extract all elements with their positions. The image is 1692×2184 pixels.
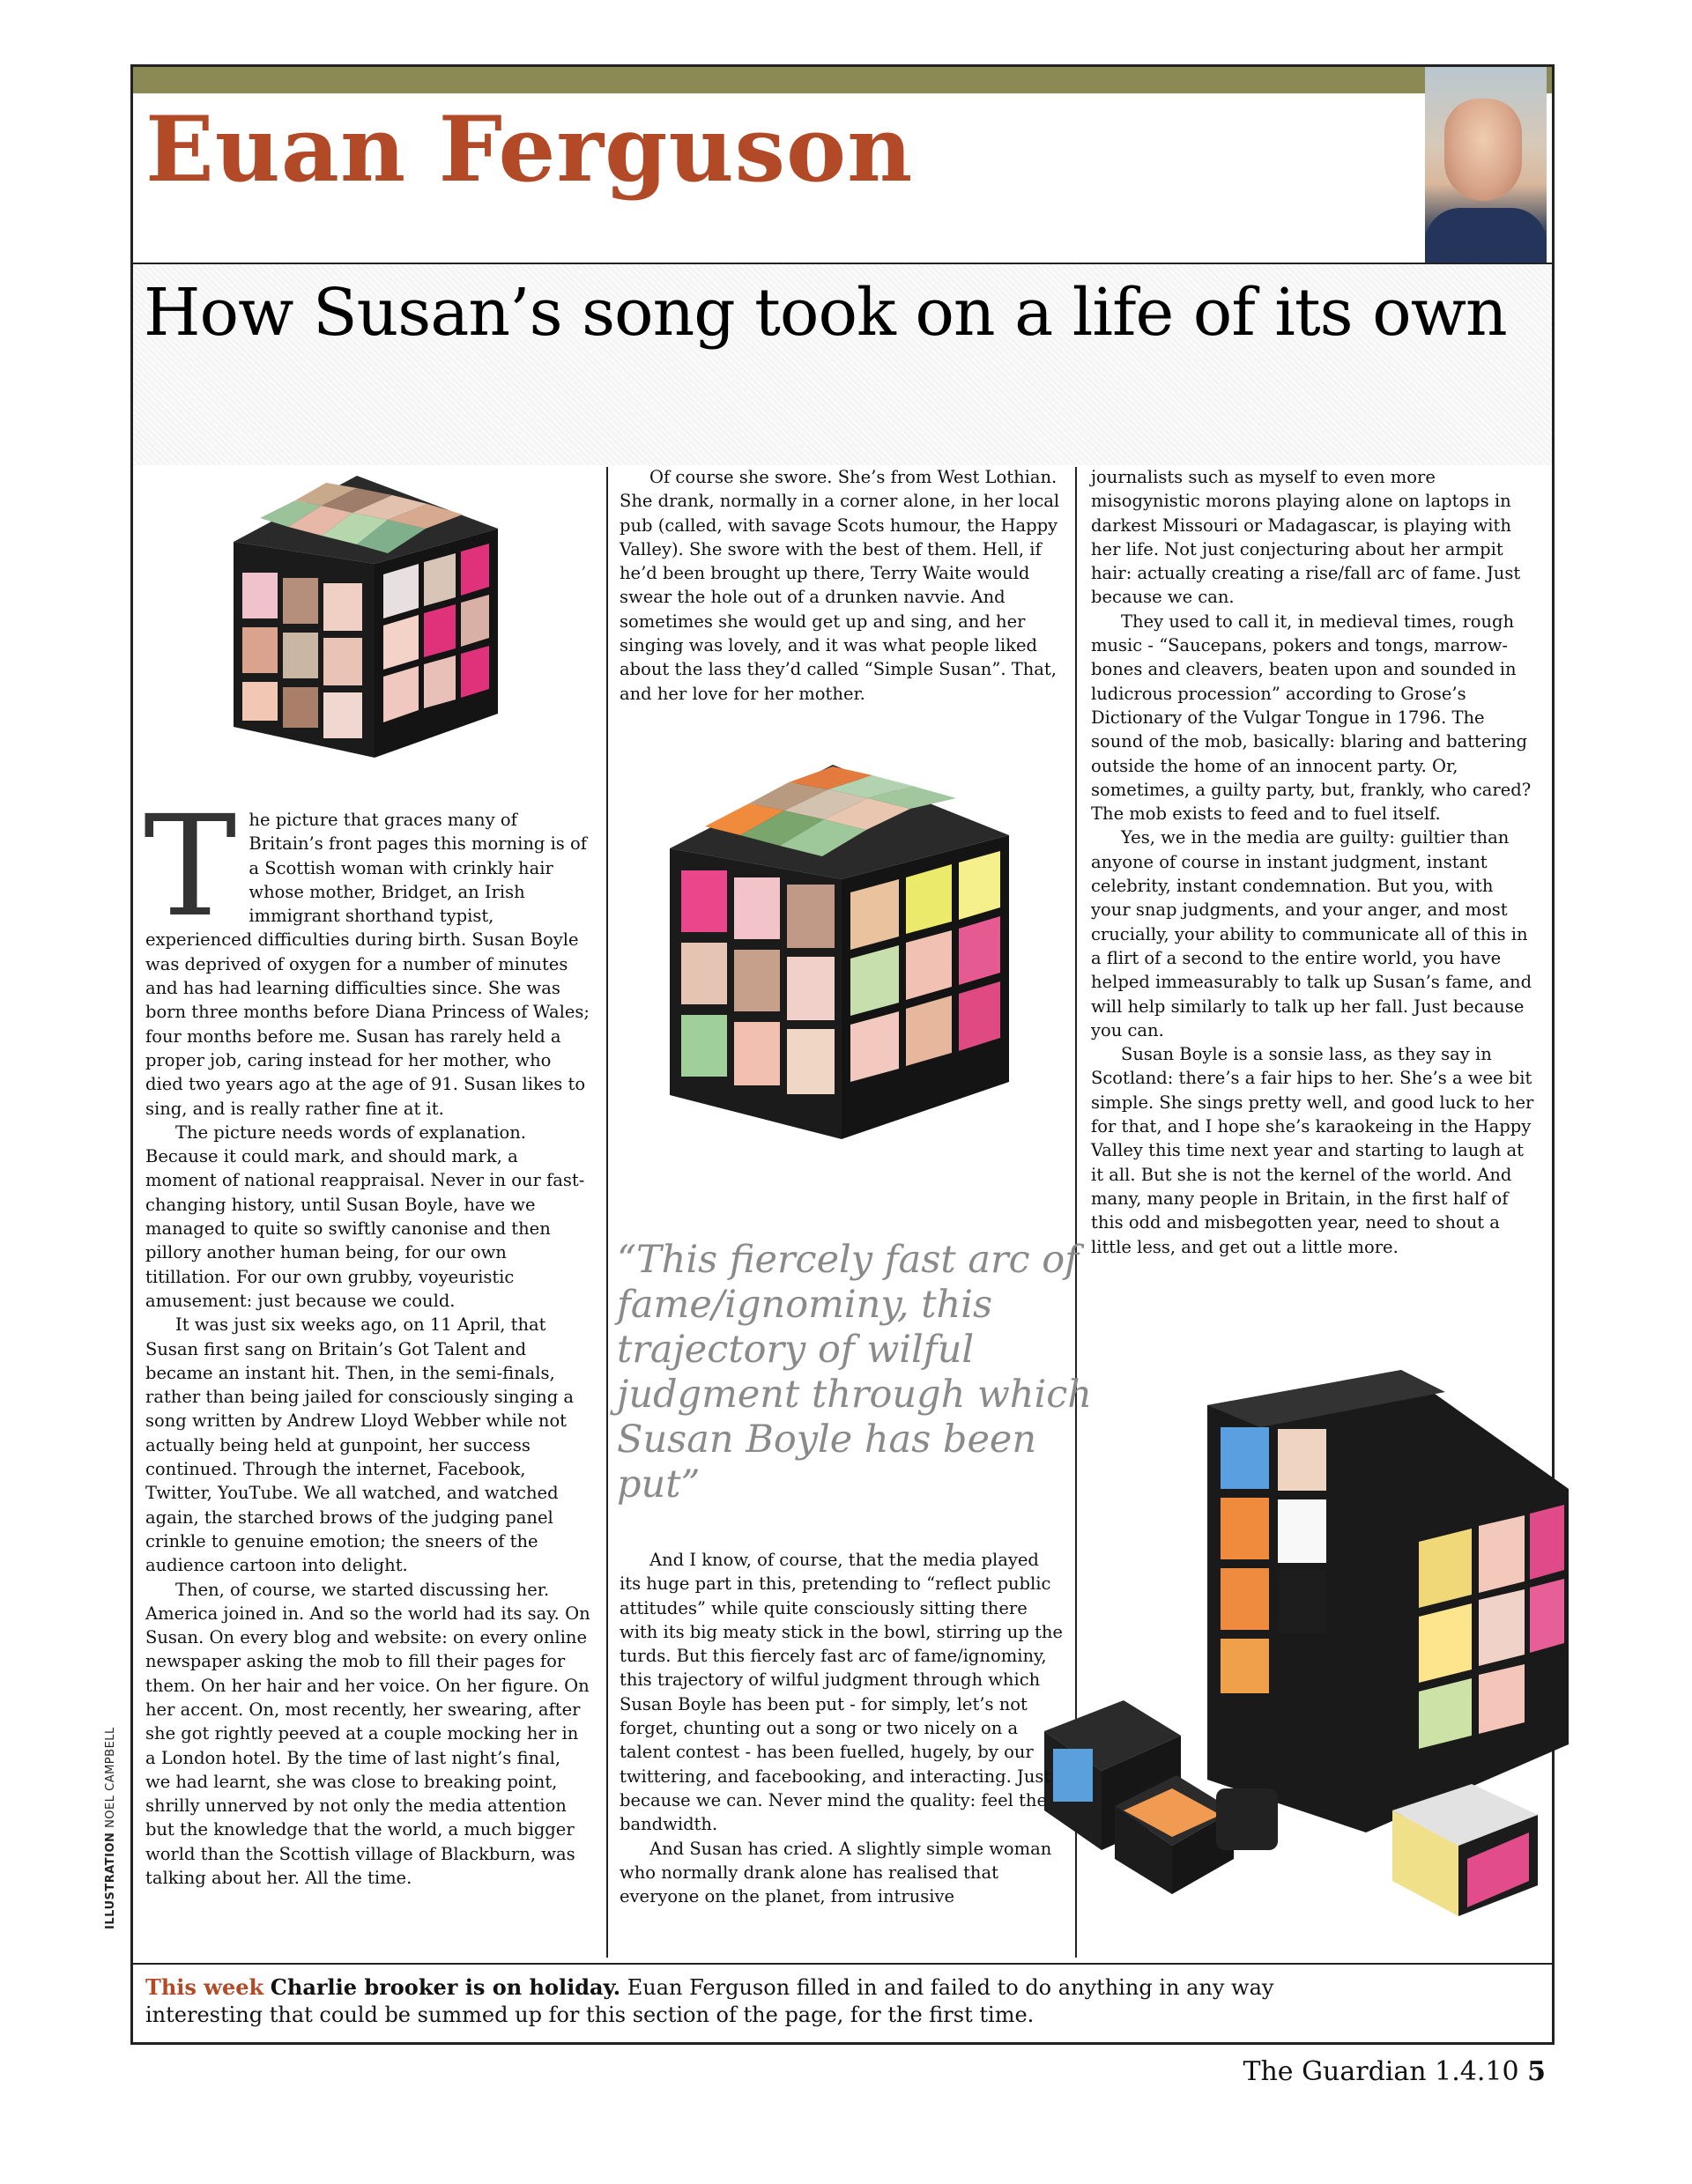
- article-paragraph: he picture that graces many of Britain’s front pages this morning is of a Scottish woman with crinkly hair whose mother, Bridget, an Irish immigrant shorthand typist, experienced difficulties during birth. Susan Boyle was deprived of oxygen for a number of minutes and has had learning difficulties since. She was born three months before Diana Princess of Wales; four months before me. Susan has rarely held a proper job, caring instead for her mother, who died two years ago at the age of 91. Susan likes to sing, and is really rather fine at it.: [145, 810, 590, 1119]
- author-shirt: [1425, 208, 1547, 263]
- filler-text: Euan Ferguson filled in and failed to do anything in any way interesting that could be summed up for this section of the page, for the first time.: [145, 1975, 1274, 2027]
- article-paragraph: The picture needs words of explanation. Because it could mark, and should mark, a moment of national reappraisal. Never in our fast-changing history, until Susan Boyle, have we managed to quite so swiftly canonise and then pillory another human being, for our own titillation. For our own grubby, voyeuristic amusement: just because we could.: [145, 1122, 585, 1311]
- publication-date: The Guardian 1.4.10: [1243, 2056, 1519, 2087]
- article-paragraph: journalists such as myself to even more misogynistic morons playing alone on laptops in darkest Missouri or Madagascar, is playing with her life. Not just conjecturing about her armpit hair: actually creating a rise/fall arc of fame. Just because we can.: [1091, 467, 1521, 608]
- article-column-2-bottom: [620, 1548, 1065, 1908]
- column-rule-1: [606, 467, 608, 1958]
- article-paragraph: Then, of course, we started discussing her. America joined in. And so the world had its say. On Susan. On every blog and website: on every online newspaper asking the mob to fill their pages for them. On her hair and her voice. On her figure. On her accent. On, most recently, her swearing, after she got rightly peeved at a couple mocking her in a London hotel. By the time of last night’s final, we had learnt, she was close to breaking point, shrilly unnerved by not only the media attention but the knowledge that the world, a much bigger world than the Scottish village of Blackburn, was talking about her. All the time.: [145, 1579, 590, 1889]
- page-folio: [1243, 2056, 1546, 2087]
- author-photo: [1425, 67, 1547, 263]
- footer-rule: [133, 1963, 1552, 1965]
- article-column-1: [144, 786, 590, 1890]
- rubiks-cube-illustration: [225, 458, 507, 762]
- drop-cap: T: [144, 786, 237, 948]
- article-paragraph: And I know, of course, that the media played its huge part in this, pretending to “reflect public attitudes” while quite consciously sitting there with its big meaty stick in the bowl, stirring up the turds. But this fiercely fast arc of fame/ignominy, this trajectory of wilful judgment through which Susan Boyle has been put - for simply, let’s not forget, chunting out a song or two nicely on a talent contest - has been fuelled, hugely, by our twittering, and facebooking, and interacting. Just because we can. Never mind the quality: feel the bandwidth.: [620, 1550, 1063, 1835]
- holiday-note: Charlie brooker is on holiday.: [270, 1974, 621, 2000]
- this-week-label: This week: [145, 1974, 264, 2000]
- pull-quote: “This fiercely fast arc of fame/ignominy, this trajectory of wilful judgment through which Susan Boyle has been put”: [617, 1238, 1092, 1507]
- article-column-2-top: [620, 465, 1065, 706]
- credit-label: ILLUSTRATION: [104, 1832, 117, 1929]
- article-column-3: [1091, 465, 1536, 1259]
- rubiks-cube-illustration: [1031, 1330, 1586, 1929]
- article-paragraph: It was just six weeks ago, on 11 April, that Susan first sang on Britain’s Got Talent and became an instant hit. Then, in the semi-finals, rather than being jailed for consciously singing a song written by Andrew Lloyd Webber while not actually being held at gunpoint, her success continued. Through the internet, Facebook, Twitter, YouTube. We all watched, and watched again, the starched brows of the judging panel crinkle to genuine emotion; the sneers of the audience cartoon into delight.: [145, 1314, 575, 1576]
- rubiks-cube-illustration: [657, 747, 1018, 1148]
- author-name: Euan Ferguson: [145, 97, 914, 203]
- illustration-credit: [104, 1683, 125, 1929]
- credit-name: NOEL CAMPBELL: [104, 1727, 117, 1828]
- article-paragraph: Yes, we in the media are guilty: guiltier than anyone of course in instant judgment, instant celebrity, instant condemnation. But you, with your snap judgments, and your anger, and most crucially, your ability to communicate all of this in a flirt of a second to the entire world, you have helped immeasurably to talk up Susan’s fame, and will help similarly to talk up her fall. Just because you can.: [1091, 827, 1532, 1040]
- article-paragraph: Of course she swore. She’s from West Lothian. She drank, normally in a corner alone, in her local pub (called, with savage Scots humour, the Happy Valley). She swore with the best of them. Hell, if he’d been brought up there, Terry Waite would swear the hole out of a drunken navvie. And sometimes she would get up and sing, and her singing was lovely, and it was what people liked about the lass they’d called “Simple Susan”. That, and her love for her mother.: [620, 467, 1060, 704]
- page-number: 5: [1527, 2056, 1546, 2087]
- article-paragraph: They used to call it, in medieval times, rough music - “Saucepans, pokers and tongs, marrow-bones and cleavers, beaten upon and sounded in ludicrous procession” according to Grose’s Dictionary of the Vulgar Tongue in 1796. The sound of the mob, basically: blaring and battering outside the home of an innocent party. Or, sometimes, a guilty party, but, frankly, who cared? The mob exists to feed and to fuel itself.: [1091, 611, 1532, 825]
- author-face: [1444, 99, 1522, 201]
- this-week-note: [145, 1973, 1379, 2029]
- article-paragraph: And Susan has cried. A slightly simple woman who normally drank alone has realised that everyone on the planet, from intrusive: [620, 1838, 1052, 1907]
- headline: How Susan’s song took on a life of its own: [144, 275, 1507, 351]
- article-paragraph: Susan Boyle is a sonsie lass, as they say in Scotland: there’s a fair hips to her. She’s a wee bit simple. She sings pretty well, and good luck to her for that, and I hope she’s karaokeing in the Happy Valley this time next year and starting to laugh at it all. But she is not the kernel of the world. And many, many people in Britain, in the first half of this odd and misbegotten year, need to shout a little less, and get out a little more.: [1091, 1044, 1534, 1257]
